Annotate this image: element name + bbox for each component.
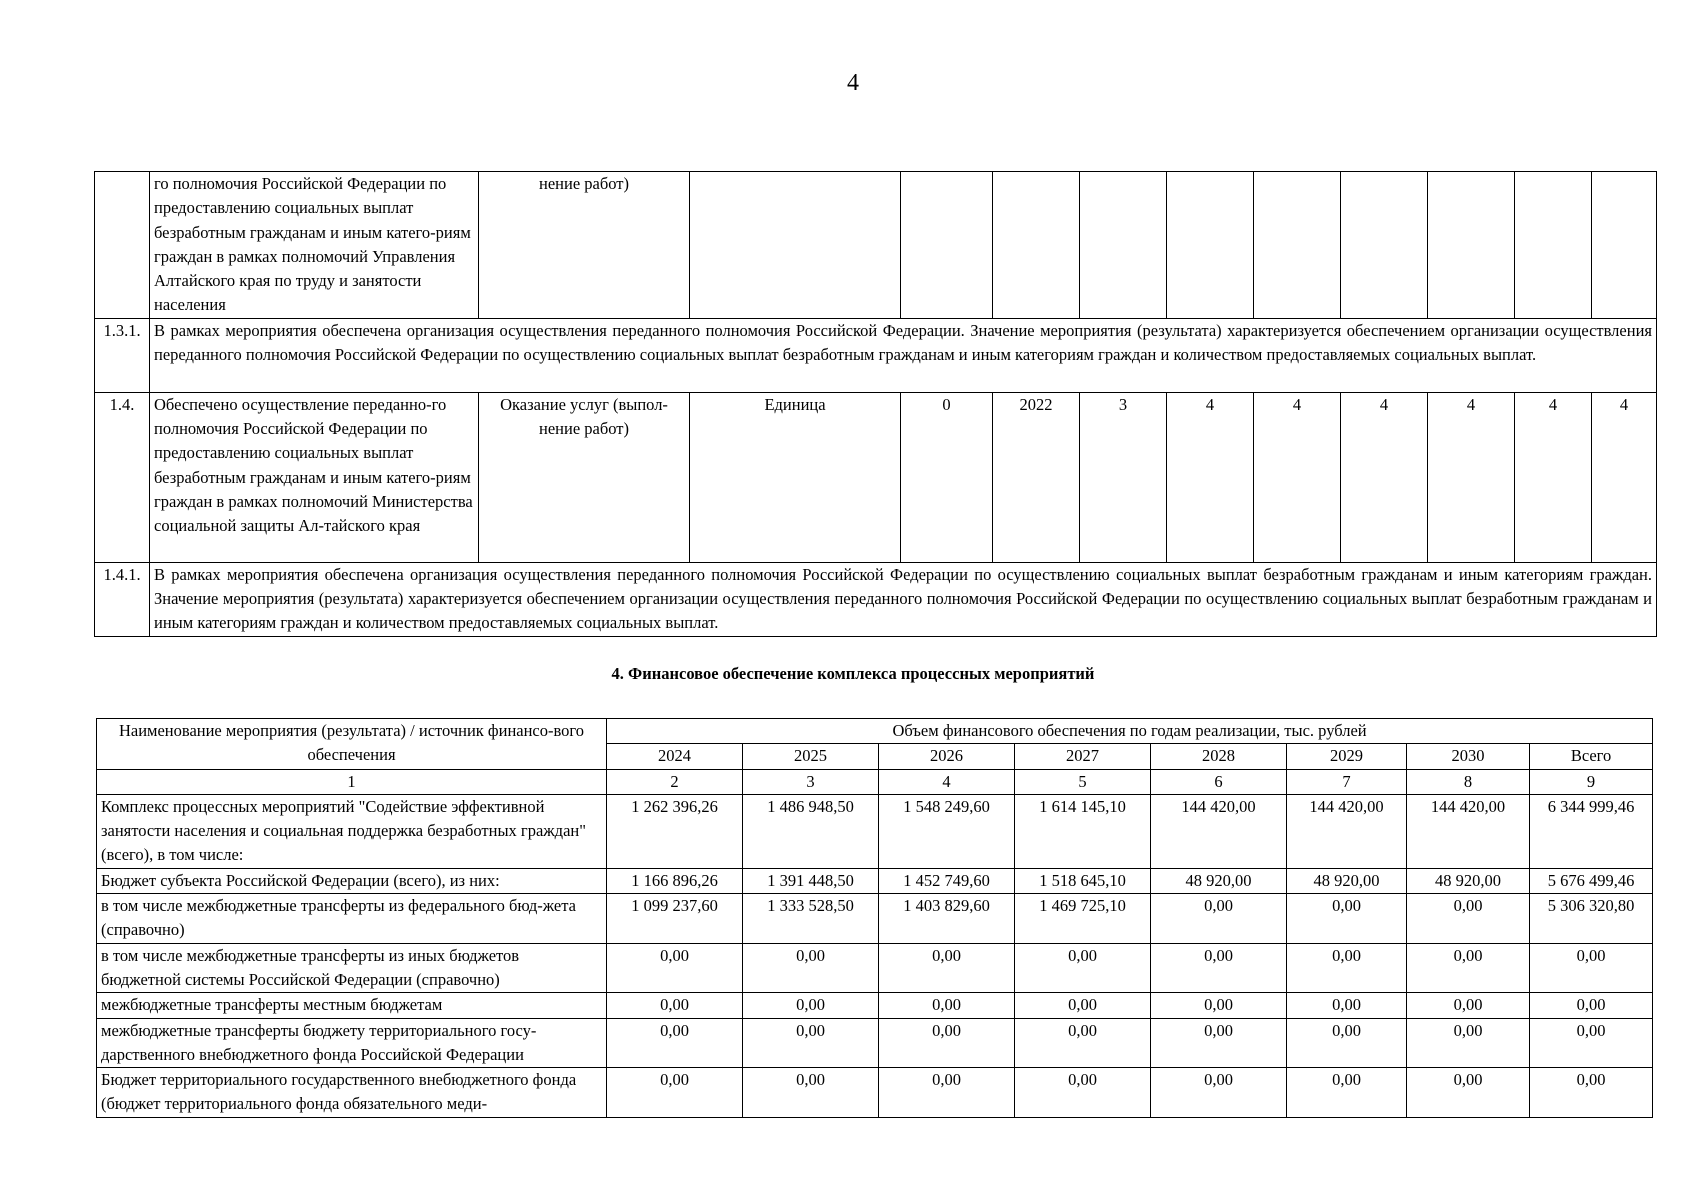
column-number: 4 xyxy=(879,769,1015,794)
amount: 0,00 xyxy=(1151,894,1287,944)
year-value: 4 xyxy=(1428,392,1515,562)
year-value: 4 xyxy=(1254,392,1341,562)
page-number: 4 xyxy=(847,70,859,96)
amount: 1 099 237,60 xyxy=(607,894,743,944)
year-header: 2024 xyxy=(607,744,743,769)
amount: 1 469 725,10 xyxy=(1015,894,1151,944)
empty-cell xyxy=(1254,172,1341,319)
amount: 0,00 xyxy=(1407,1068,1530,1118)
empty-cell xyxy=(901,172,993,319)
year-value: 4 xyxy=(1341,392,1428,562)
year-value: 3 xyxy=(1080,392,1167,562)
table-row xyxy=(97,894,1653,944)
source-name: Комплекс процессных мероприятий "Содействие эффективной занятости населения и социальная поддержка безработных граждан" (всего), в том числе: xyxy=(97,794,607,868)
amount: 0,00 xyxy=(1287,1018,1407,1068)
table-row xyxy=(97,868,1653,893)
result-type: Оказание услуг (выпол-нение работ) xyxy=(479,392,690,562)
amount: 0,00 xyxy=(743,1068,879,1118)
amount: 1 614 145,10 xyxy=(1015,794,1151,868)
column-number: 7 xyxy=(1287,769,1407,794)
amount: 0,00 xyxy=(1151,943,1287,993)
total-amount: 0,00 xyxy=(1530,1068,1653,1118)
year-header: 2025 xyxy=(743,744,879,769)
amount: 0,00 xyxy=(1015,943,1151,993)
column-number: 1 xyxy=(97,769,607,794)
amount: 1 333 528,50 xyxy=(743,894,879,944)
source-name: межбюджетные трансферты бюджету территориального госу-дарственного внебюджетного фонда Российской Федерации xyxy=(97,1018,607,1068)
row-number: 1.3.1. xyxy=(95,318,150,392)
empty-cell xyxy=(1592,172,1657,319)
amount: 0,00 xyxy=(1407,993,1530,1018)
source-name: Бюджет субъекта Российской Федерации (всего), из них: xyxy=(97,868,607,893)
amount: 1 262 396,26 xyxy=(607,794,743,868)
table-row xyxy=(95,172,1657,319)
table-row xyxy=(97,1018,1653,1068)
amount: 0,00 xyxy=(1287,993,1407,1018)
amount: 144 420,00 xyxy=(1407,794,1530,868)
result-name: го полномочия Российской Федерации по предоставлению социальных выплат безработным гражданам и иным катего-риям граждан в рамках полномочий Управления Алтайского края по труду и занятости населения xyxy=(150,172,479,319)
total-amount: 0,00 xyxy=(1530,943,1653,993)
header-name: Наименование мероприятия (результата) / источник финансо-вого обеспечения xyxy=(97,719,607,770)
year-value: 4 xyxy=(1167,392,1254,562)
amount: 0,00 xyxy=(1287,943,1407,993)
column-number: 3 xyxy=(743,769,879,794)
amount: 0,00 xyxy=(879,1068,1015,1118)
amount: 0,00 xyxy=(743,943,879,993)
total-header: Всего xyxy=(1530,744,1653,769)
amount: 1 486 948,50 xyxy=(743,794,879,868)
amount: 0,00 xyxy=(743,1018,879,1068)
amount: 1 548 249,60 xyxy=(879,794,1015,868)
amount: 0,00 xyxy=(1151,993,1287,1018)
amount: 0,00 xyxy=(607,1018,743,1068)
table-row xyxy=(97,993,1653,1018)
unit: Единица xyxy=(690,392,901,562)
table-row xyxy=(95,392,1657,562)
amount: 0,00 xyxy=(879,943,1015,993)
amount: 144 420,00 xyxy=(1287,794,1407,868)
amount: 1 403 829,60 xyxy=(879,894,1015,944)
amount: 48 920,00 xyxy=(1407,868,1530,893)
total-amount: 0,00 xyxy=(1530,993,1653,1018)
amount: 0,00 xyxy=(1015,1018,1151,1068)
result-description: В рамках мероприятия обеспечена организация осуществления переданного полномочия Российской Федерации. Значение мероприятия (результата) характеризуется обеспечением организации осуществления переданного полномочия Российской Федерации по осуществлению социальных выплат безработным гражданам и иным категориям граждан и количеством предоставляемых социальных выплат. xyxy=(150,318,1657,392)
empty-cell xyxy=(1341,172,1428,319)
total-amount: 6 344 999,46 xyxy=(1530,794,1653,868)
amount: 0,00 xyxy=(879,1018,1015,1068)
amount: 0,00 xyxy=(607,993,743,1018)
source-name: в том числе межбюджетные трансферты из иных бюджетов бюджетной системы Российской Федерации (справочно) xyxy=(97,943,607,993)
column-number: 5 xyxy=(1015,769,1151,794)
total-amount: 0,00 xyxy=(1530,1018,1653,1068)
year-header: 2028 xyxy=(1151,744,1287,769)
results-table xyxy=(94,171,1657,637)
base-year: 2022 xyxy=(993,392,1080,562)
header-row xyxy=(97,719,1653,744)
column-numbers-row xyxy=(97,769,1653,794)
year-value: 4 xyxy=(1515,392,1592,562)
amount: 48 920,00 xyxy=(1287,868,1407,893)
result-name: Обеспечено осуществление переданно-го полномочия Российской Федерации по предоставлению социальных выплат безработным гражданам и иным катего-риям граждан в рамках полномочий Министерства социальной защиты Ал-тайского края xyxy=(150,392,479,562)
amount: 0,00 xyxy=(1015,993,1151,1018)
result-type: нение работ) xyxy=(479,172,690,319)
amount: 0,00 xyxy=(1407,894,1530,944)
empty-cell xyxy=(1167,172,1254,319)
row-number: 1.4.1. xyxy=(95,562,150,636)
amount: 0,00 xyxy=(607,1068,743,1118)
total-amount: 5 306 320,80 xyxy=(1530,894,1653,944)
column-number: 6 xyxy=(1151,769,1287,794)
section-title: 4. Финансовое обеспечение комплекса процессных мероприятий xyxy=(611,664,1095,683)
amount: 0,00 xyxy=(1287,1068,1407,1118)
amount: 0,00 xyxy=(1015,1068,1151,1118)
source-name: в том числе межбюджетные трансферты из федерального бюд-жета (справочно) xyxy=(97,894,607,944)
amount: 1 166 896,26 xyxy=(607,868,743,893)
table-row xyxy=(97,1068,1653,1118)
empty-cell xyxy=(1080,172,1167,319)
amount: 1 452 749,60 xyxy=(879,868,1015,893)
amount: 0,00 xyxy=(1151,1018,1287,1068)
amount: 0,00 xyxy=(1287,894,1407,944)
column-number: 8 xyxy=(1407,769,1530,794)
result-description: В рамках мероприятия обеспечена организация осуществления переданного полномочия Российской Федерации по осуществлению социальных выплат безработным гражданам и иным категориям граждан. Значение мероприятия (результата) характеризуется обеспечением организации осуществления переданного полномочия Российской Федерации по осуществлению социальных выплат безработным гражданам и иным категориям граждан и количеством предоставляемых социальных выплат. xyxy=(150,562,1657,636)
year-header: 2026 xyxy=(879,744,1015,769)
amount: 0,00 xyxy=(743,993,879,1018)
amount: 1 518 645,10 xyxy=(1015,868,1151,893)
row-number xyxy=(95,172,150,319)
row-number: 1.4. xyxy=(95,392,150,562)
table-row xyxy=(97,943,1653,993)
total-amount: 5 676 499,46 xyxy=(1530,868,1653,893)
empty-cell xyxy=(1428,172,1515,319)
table-row xyxy=(97,794,1653,868)
amount: 48 920,00 xyxy=(1151,868,1287,893)
column-number: 2 xyxy=(607,769,743,794)
financing-table xyxy=(96,718,1653,1118)
empty-cell xyxy=(993,172,1080,319)
header-volume: Объем финансового обеспечения по годам реализации, тыс. рублей xyxy=(607,719,1653,744)
source-name: Бюджет территориального государственного внебюджетного фонда (бюджет территориального фонда обязательного меди- xyxy=(97,1068,607,1118)
amount: 1 391 448,50 xyxy=(743,868,879,893)
amount: 0,00 xyxy=(879,993,1015,1018)
table-row xyxy=(95,318,1657,392)
amount: 0,00 xyxy=(1407,1018,1530,1068)
table-row xyxy=(95,562,1657,636)
amount: 144 420,00 xyxy=(1151,794,1287,868)
base-value: 0 xyxy=(901,392,993,562)
amount: 0,00 xyxy=(607,943,743,993)
column-number: 9 xyxy=(1530,769,1653,794)
empty-cell xyxy=(690,172,901,319)
source-name: межбюджетные трансферты местным бюджетам xyxy=(97,993,607,1018)
amount: 0,00 xyxy=(1407,943,1530,993)
year-header: 2029 xyxy=(1287,744,1407,769)
amount: 0,00 xyxy=(1151,1068,1287,1118)
empty-cell xyxy=(1515,172,1592,319)
year-header: 2027 xyxy=(1015,744,1151,769)
year-value: 4 xyxy=(1592,392,1657,562)
year-header: 2030 xyxy=(1407,744,1530,769)
